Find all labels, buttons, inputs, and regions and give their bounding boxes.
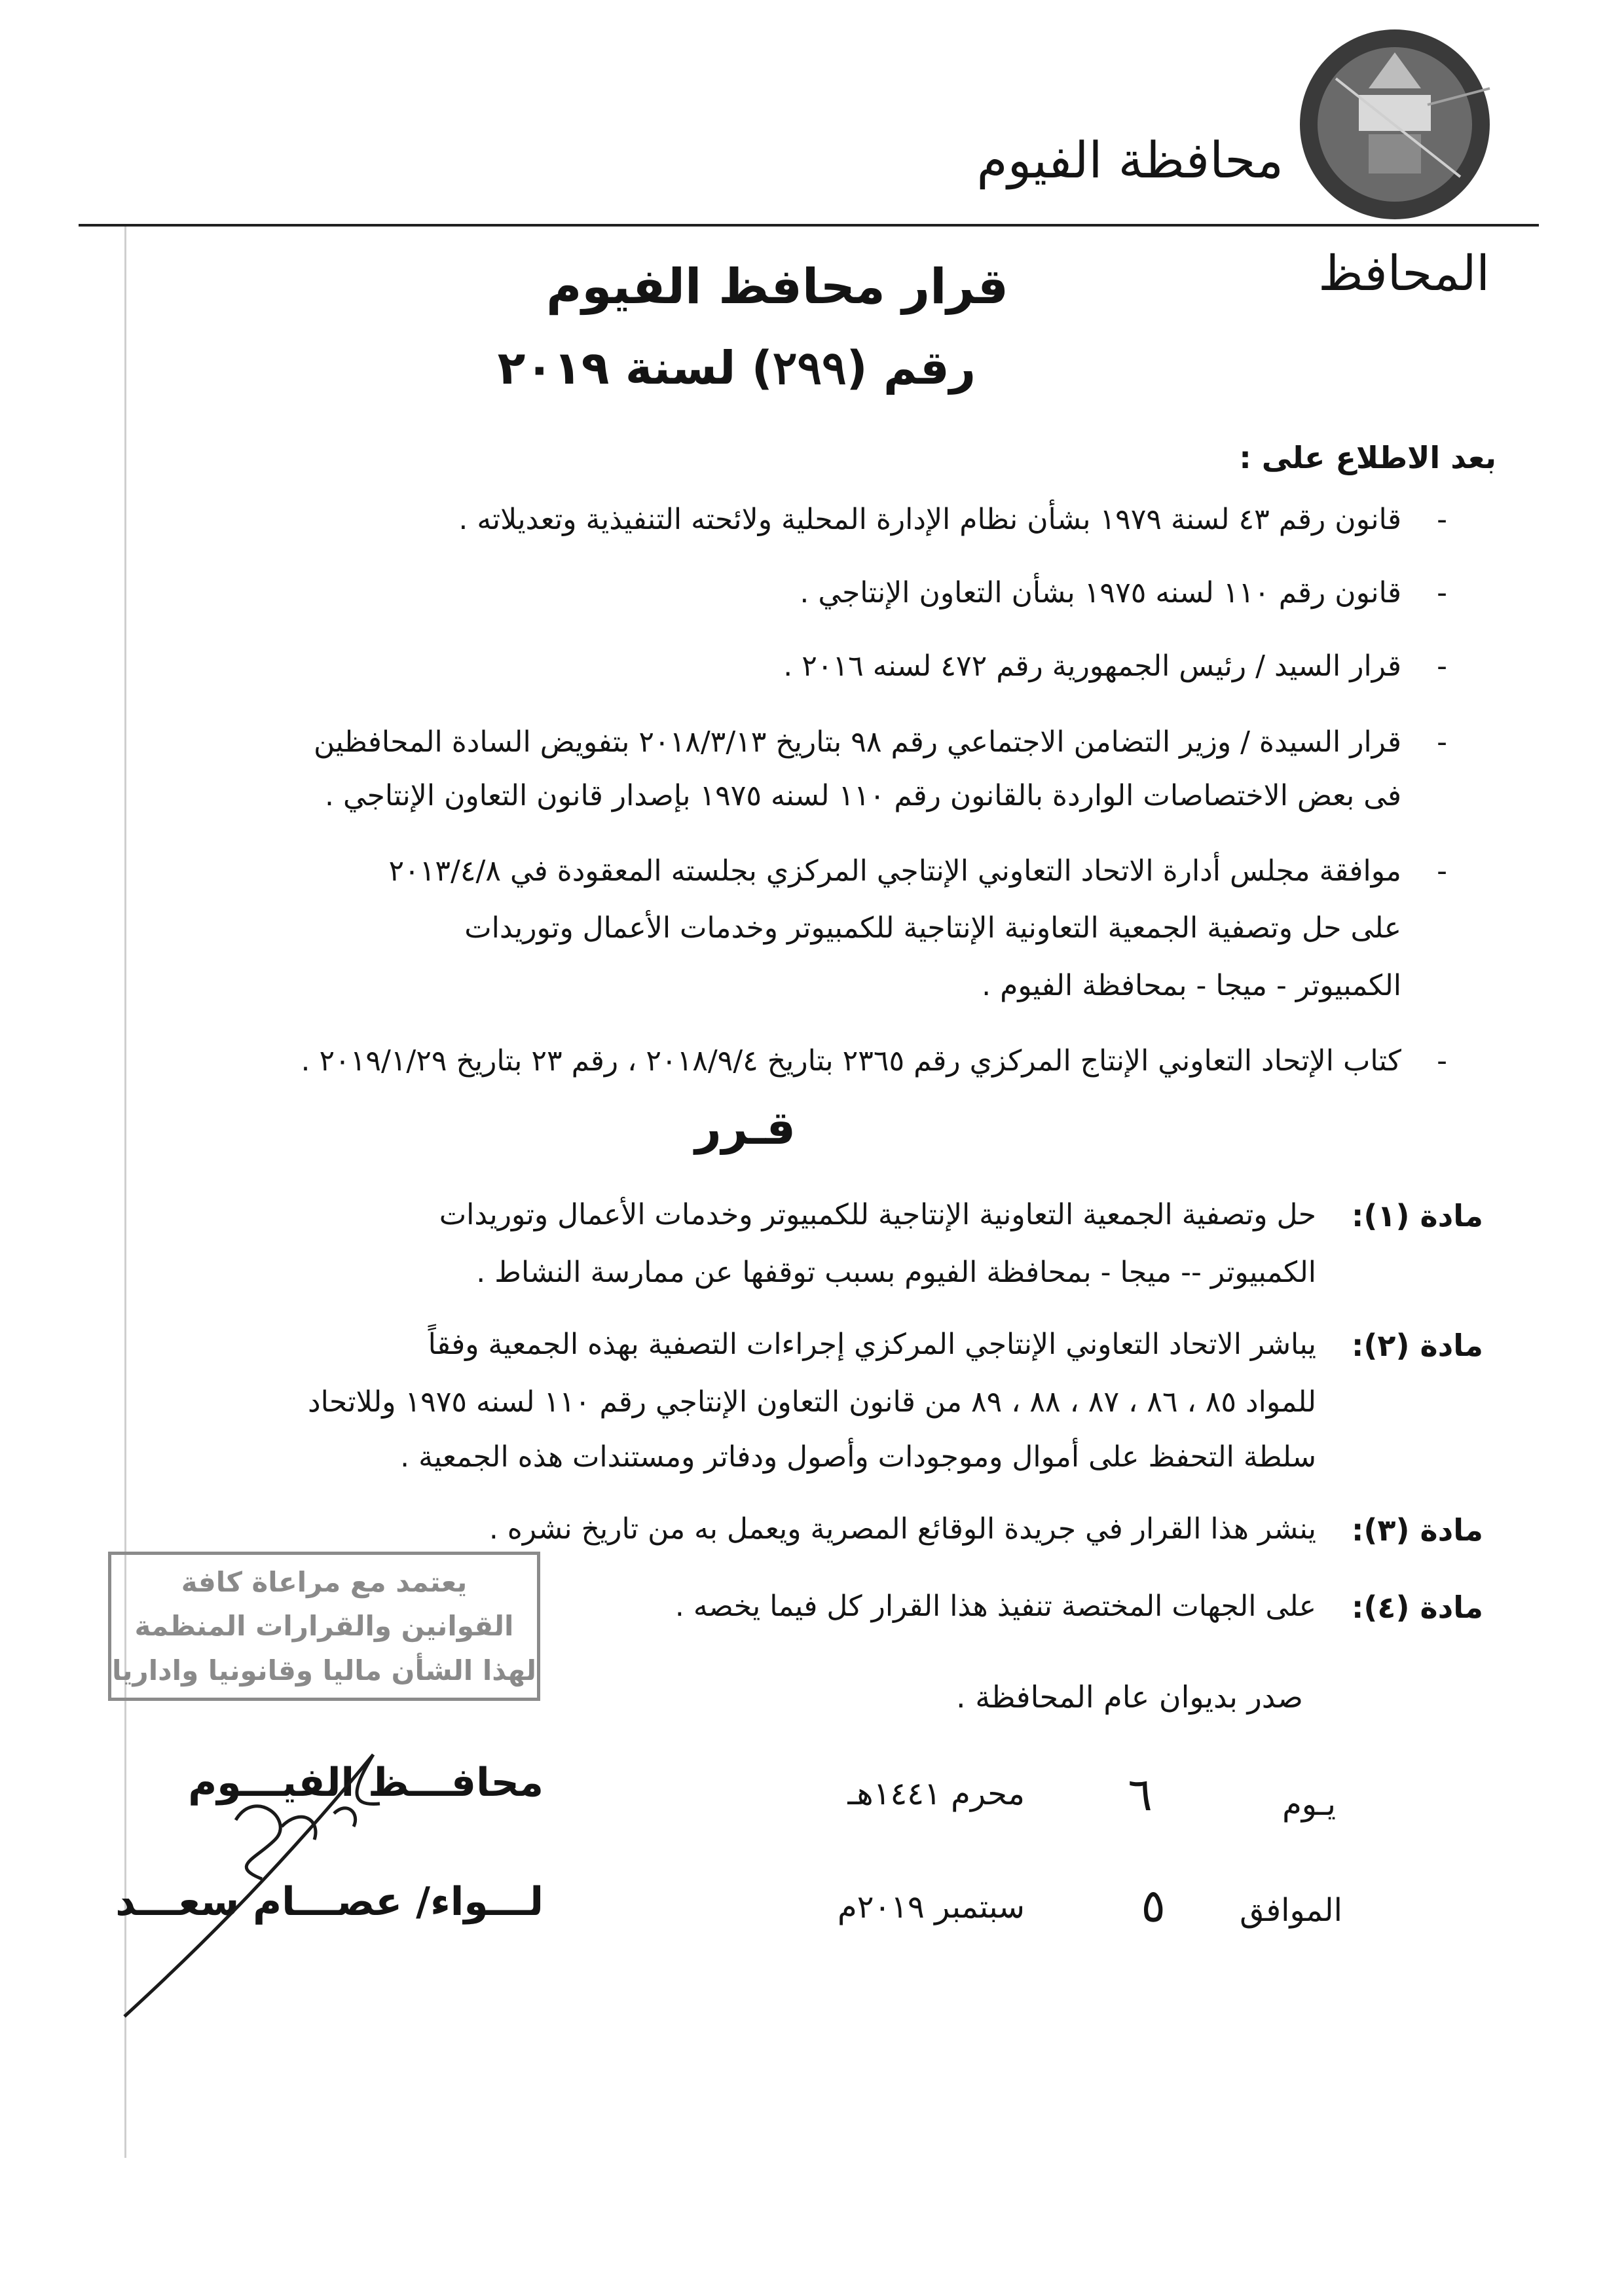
preamble-line: قانون رقم ١١٠ لسنه ١٩٧٥ بشأن التعاون الإنتاجي . xyxy=(800,576,1401,610)
decree-number-prefix: رقم ( xyxy=(846,341,976,395)
issued-statement: صدر بديوان عام المحافظة . xyxy=(955,1679,1303,1715)
stamp-line: لهذا الشأن ماليا وقانونيا واداريا xyxy=(112,1654,536,1686)
correspond-label: الموافق xyxy=(1240,1892,1342,1929)
preamble-line: كتاب الإتحاد التعاوني الإنتاج المركزي رقم ٢٣٦٥ بتاريخ ٢٠١٨/٩/٤ ، رقم ٢٣ بتاريخ ٢٠١٩/١/٢٩ . xyxy=(301,1044,1401,1078)
bullet-dash: - xyxy=(1437,503,1447,536)
office-title: المحافظ xyxy=(1318,246,1490,302)
preamble-line: قرار السيد / رئيس الجمهورية رقم ٤٧٢ لسنه ٢٠١٦ . xyxy=(783,649,1401,683)
decree-number-suffix: ) لسنة ٢٠١٩ xyxy=(497,341,773,395)
signatory-title: محافـــظ الفيـــوم xyxy=(188,1760,544,1806)
bullet-dash: - xyxy=(1437,854,1447,888)
signatory-name: لـــواء/ عصـــام سعـــد xyxy=(115,1879,544,1925)
hijri-date: محرم ١٤٤١هـ xyxy=(847,1776,1025,1812)
article-3-label: مادة (٣): xyxy=(1351,1512,1483,1548)
gregorian-day: ٥ xyxy=(1141,1879,1166,1933)
decree-title: قرار محافظ الفيوم xyxy=(546,259,1008,315)
governorate-seal xyxy=(1297,26,1493,223)
article-2-text: للمواد ٨٥ ، ٨٦ ، ٨٧ ، ٨٨ ، ٨٩ من قانون التعاون الإنتاجي رقم ١١٠ لسنه ١٩٧٥ وللاتحاد xyxy=(307,1385,1316,1419)
preamble-line: على حل وتصفية الجمعية التعاونية الإنتاجية للكمبيوتر وخدمات الأعمال وتوريدات xyxy=(464,911,1401,945)
article-1-text: الكمبيوتر -- ميجا - بمحافظة الفيوم بسبب توقفها عن ممارسة النشاط . xyxy=(476,1256,1316,1289)
article-2-text: يباشر الاتحاد التعاوني الإنتاجي المركزي إجراءات التصفية بهذه الجمعية وفقاً xyxy=(428,1328,1316,1361)
day-value: ٦ xyxy=(1128,1768,1153,1821)
bullet-dash: - xyxy=(1437,1044,1447,1078)
gregorian-date: سبتمبر ٢٠١٩م xyxy=(837,1889,1025,1925)
bullet-dash: - xyxy=(1437,725,1447,759)
article-3-text: ينشر هذا القرار في جريدة الوقائع المصرية ويعمل به من تاريخ نشره . xyxy=(489,1512,1316,1546)
article-1-text: حل وتصفية الجمعية التعاونية الإنتاجية للكمبيوتر وخدمات الأعمال وتوريدات xyxy=(439,1198,1316,1231)
preamble-line: قانون رقم ٤٣ لسنة ١٩٧٩ بشأن نظام الإدارة المحلية ولائحته التنفيذية وتعديلاته . xyxy=(458,503,1401,536)
article-4-text: على الجهات المختصة تنفيذ هذا القرار كل فيما يخصه . xyxy=(674,1590,1316,1623)
preamble-line: قرار السيدة / وزير التضامن الاجتماعي رقم ٩٨ بتاريخ ٢٠١٨/٣/١٣ بتفويض السادة المحافظين xyxy=(313,725,1401,759)
governorate-name: محافظة الفيوم xyxy=(976,131,1283,189)
approval-stamp xyxy=(108,1552,540,1701)
preamble-label: بعد الاطلاع على : xyxy=(1239,440,1496,475)
decree-number xyxy=(498,340,976,395)
handwritten-signature xyxy=(98,1728,524,2030)
bullet-dash: - xyxy=(1437,576,1447,610)
decree-number-value: ٢٩٩ xyxy=(772,340,847,395)
day-label: يـوم xyxy=(1282,1786,1336,1823)
stamp-line: يعتمد مع مراعاة كافة xyxy=(181,1566,468,1599)
header-rule xyxy=(79,224,1539,227)
article-2-label: مادة (٢): xyxy=(1351,1328,1483,1363)
preamble-line: فى بعض الاختصاصات الواردة بالقانون رقم ١١٠ لسنه ١٩٧٥ بإصدار قانون التعاون الإنتاجي . xyxy=(325,779,1401,812)
preamble-line: موافقة مجلس أدارة الاتحاد التعاوني الإنتاجي المركزي بجلسته المعقودة في ٢٠١٣/٤/٨ xyxy=(388,854,1401,888)
decided-heading: قـرر xyxy=(695,1101,796,1155)
stamp-line: القوانين والقرارات المنظمة xyxy=(134,1610,514,1643)
article-1-label: مادة (١): xyxy=(1351,1198,1483,1233)
preamble-line: الكمبيوتر - ميجا - بمحافظة الفيوم . xyxy=(982,969,1401,1002)
bullet-dash: - xyxy=(1437,649,1447,683)
article-4-label: مادة (٤): xyxy=(1351,1590,1483,1625)
article-2-text: سلطة التحفظ على أموال وموجودات وأصول ودفاتر ومستندات هذه الجمعية . xyxy=(400,1440,1316,1474)
